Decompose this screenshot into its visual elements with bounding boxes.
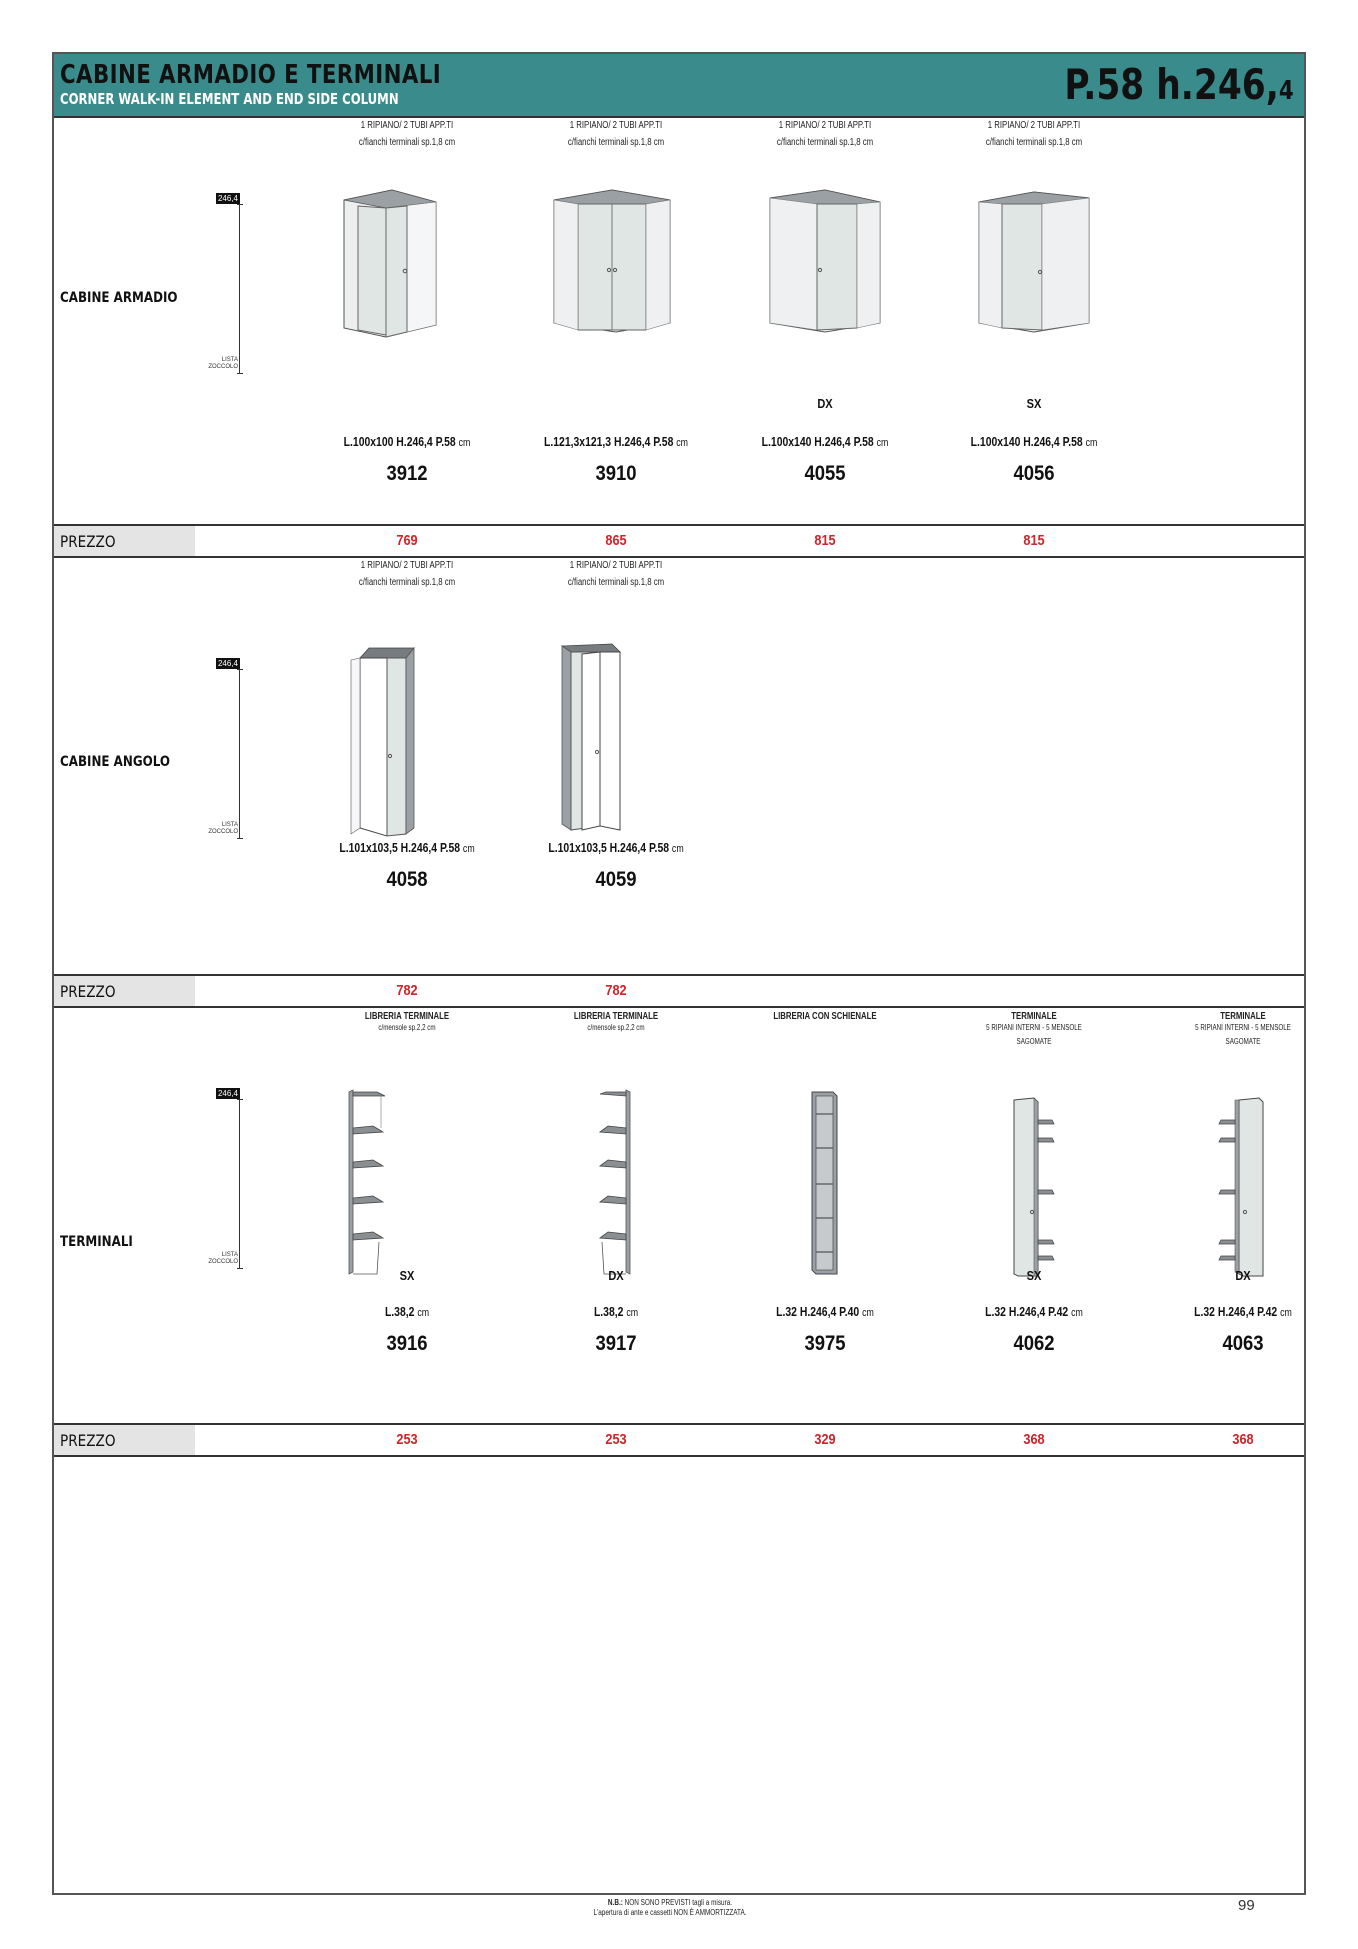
height-badge: 246,4 [217,659,238,668]
page-number: 99 [1238,1897,1255,1914]
corner-cabinet-illustration [516,634,716,834]
price-4062: 368 [1023,1431,1045,1448]
product-dimensions: L.101x103,5 H.246,4 P.58 cm [339,840,475,855]
section-label: CABINE ANGOLO [60,754,171,770]
product-dimensions: L.38,2 cm [593,1304,639,1319]
price-label: PREZZO [54,1425,195,1455]
wardrobe-corner-illustration [516,180,716,380]
product-title: LIBRERIA TERMINALE [573,1011,659,1022]
product-side: DX [608,1268,624,1283]
product-dimensions: L.32 H.246,4 P.42 cm [985,1304,1083,1319]
base-label: LISTA ZOCCOLO [208,357,238,370]
price-label: PREZZO [54,976,195,1006]
section-label: CABINE ARMADIO [60,290,178,306]
product-note: c/mensole sp.2,2 cm [587,1023,645,1032]
product-code: 3912 [386,462,428,485]
product-dimensions: L.100x140 H.246,4 P.58 cm [761,434,889,449]
product-side: DX [1235,1268,1251,1283]
product-side: SX [1026,396,1042,411]
end-terminal-illustration [1143,1094,1343,1294]
product-note: 5 RIPIANI INTERNI - 5 MENSOLE [1195,1023,1291,1032]
product-note: SAGOMATE [1016,1037,1052,1046]
price-4058: 782 [396,982,418,999]
product-dimensions: L.101x103,5 H.246,4 P.58 cm [548,840,684,855]
corner-cabinet-illustration [307,638,507,838]
price-3910: 865 [605,532,627,549]
price-label: PREZZO [54,526,195,556]
product-title: LIBRERIA TERMINALE [364,1011,450,1022]
catalog-page-frame [52,52,1306,1895]
end-bookcase-illustration [516,1088,716,1288]
product-note: 1 RIPIANO/ 2 TUBI APP.TI [360,560,454,571]
product-note: c/fianchi terminali sp.1,8 cm [776,137,874,148]
section-terminali [54,1010,1304,1420]
section-label: TERMINALI [60,1234,133,1250]
product-note: c/fianchi terminali sp.1,8 cm [567,577,665,588]
product-code: 4059 [595,868,637,891]
price-4056: 815 [1023,532,1045,549]
height-scale [202,193,246,373]
wardrobe-corner-illustration [725,180,925,380]
depth-height-code: P.58 h.246,4 [1064,60,1294,109]
product-dimensions: L.32 H.246,4 P.42 cm [1194,1304,1292,1319]
page-subtitle: CORNER WALK-IN ELEMENT AND END SIDE COLUMN [60,90,399,108]
product-code: 4055 [804,462,846,485]
page-header [54,54,1304,118]
end-bookcase-illustration [307,1088,507,1288]
price-row-terminali [54,1423,1304,1457]
wardrobe-corner-illustration [934,180,1134,380]
bookcase-with-back-illustration [725,1088,925,1288]
product-note: 5 RIPIANI INTERNI - 5 MENSOLE [986,1023,1082,1032]
footer-note: N.B.: NON SONO PREVISTI tagli a misura. L'apertura di ante e cassetti NON È AMMORTIZZATA. [593,1898,747,1917]
product-note: 1 RIPIANO/ 2 TUBI APP.TI [569,120,663,131]
height-scale [202,658,246,838]
product-code: 4062 [1013,1332,1055,1355]
product-note: c/mensole sp.2,2 cm [378,1023,436,1032]
section-cabine-armadio [54,118,1304,524]
base-label: LISTA ZOCCOLO [208,822,238,835]
base-label: LISTA ZOCCOLO [208,1252,238,1265]
product-code: 4063 [1222,1332,1264,1355]
product-code: 3917 [595,1332,637,1355]
product-note: 1 RIPIANO/ 2 TUBI APP.TI [360,120,454,131]
product-note: c/fianchi terminali sp.1,8 cm [358,577,456,588]
price-3912: 769 [396,532,418,549]
height-scale [202,1088,246,1268]
price-3917: 253 [605,1431,627,1448]
product-note: c/fianchi terminali sp.1,8 cm [567,137,665,148]
product-dimensions: L.100x100 H.246,4 P.58 cm [343,434,471,449]
price-3975: 329 [814,1431,836,1448]
wardrobe-corner-illustration [307,180,507,380]
price-4063: 368 [1232,1431,1254,1448]
end-terminal-illustration [934,1094,1134,1294]
product-note: c/fianchi terminali sp.1,8 cm [358,137,456,148]
product-dimensions: L.38,2 cm [384,1304,430,1319]
price-4055: 815 [814,532,836,549]
product-code: 4058 [386,868,428,891]
product-side: SX [399,1268,415,1283]
section-cabine-angolo [54,558,1304,968]
product-note: 1 RIPIANO/ 2 TUBI APP.TI [778,120,872,131]
product-note: 1 RIPIANO/ 2 TUBI APP.TI [569,560,663,571]
product-note: SAGOMATE [1225,1037,1261,1046]
price-row-cabine-angolo [54,974,1304,1008]
height-badge: 246,4 [217,1089,238,1098]
product-code: 3975 [804,1332,846,1355]
product-title: TERMINALE [1011,1011,1057,1022]
price-row-cabine-armadio [54,524,1304,558]
product-side: SX [1026,1268,1042,1283]
price-3916: 253 [396,1431,418,1448]
product-title: LIBRERIA CON SCHIENALE [773,1011,877,1022]
product-note: 1 RIPIANO/ 2 TUBI APP.TI [987,120,1081,131]
product-dimensions: L.100x140 H.246,4 P.58 cm [970,434,1098,449]
product-side: DX [817,396,833,411]
product-code: 3910 [595,462,637,485]
product-dimensions: L.121,3x121,3 H.246,4 P.58 cm [544,434,688,449]
product-note: c/fianchi terminali sp.1,8 cm [985,137,1083,148]
page-title: CABINE ARMADIO E TERMINALI [60,60,442,90]
height-badge: 246,4 [217,194,238,203]
product-code: 3916 [386,1332,428,1355]
product-title: TERMINALE [1220,1011,1266,1022]
product-dimensions: L.32 H.246,4 P.40 cm [776,1304,874,1319]
product-code: 4056 [1013,462,1055,485]
price-4059: 782 [605,982,627,999]
